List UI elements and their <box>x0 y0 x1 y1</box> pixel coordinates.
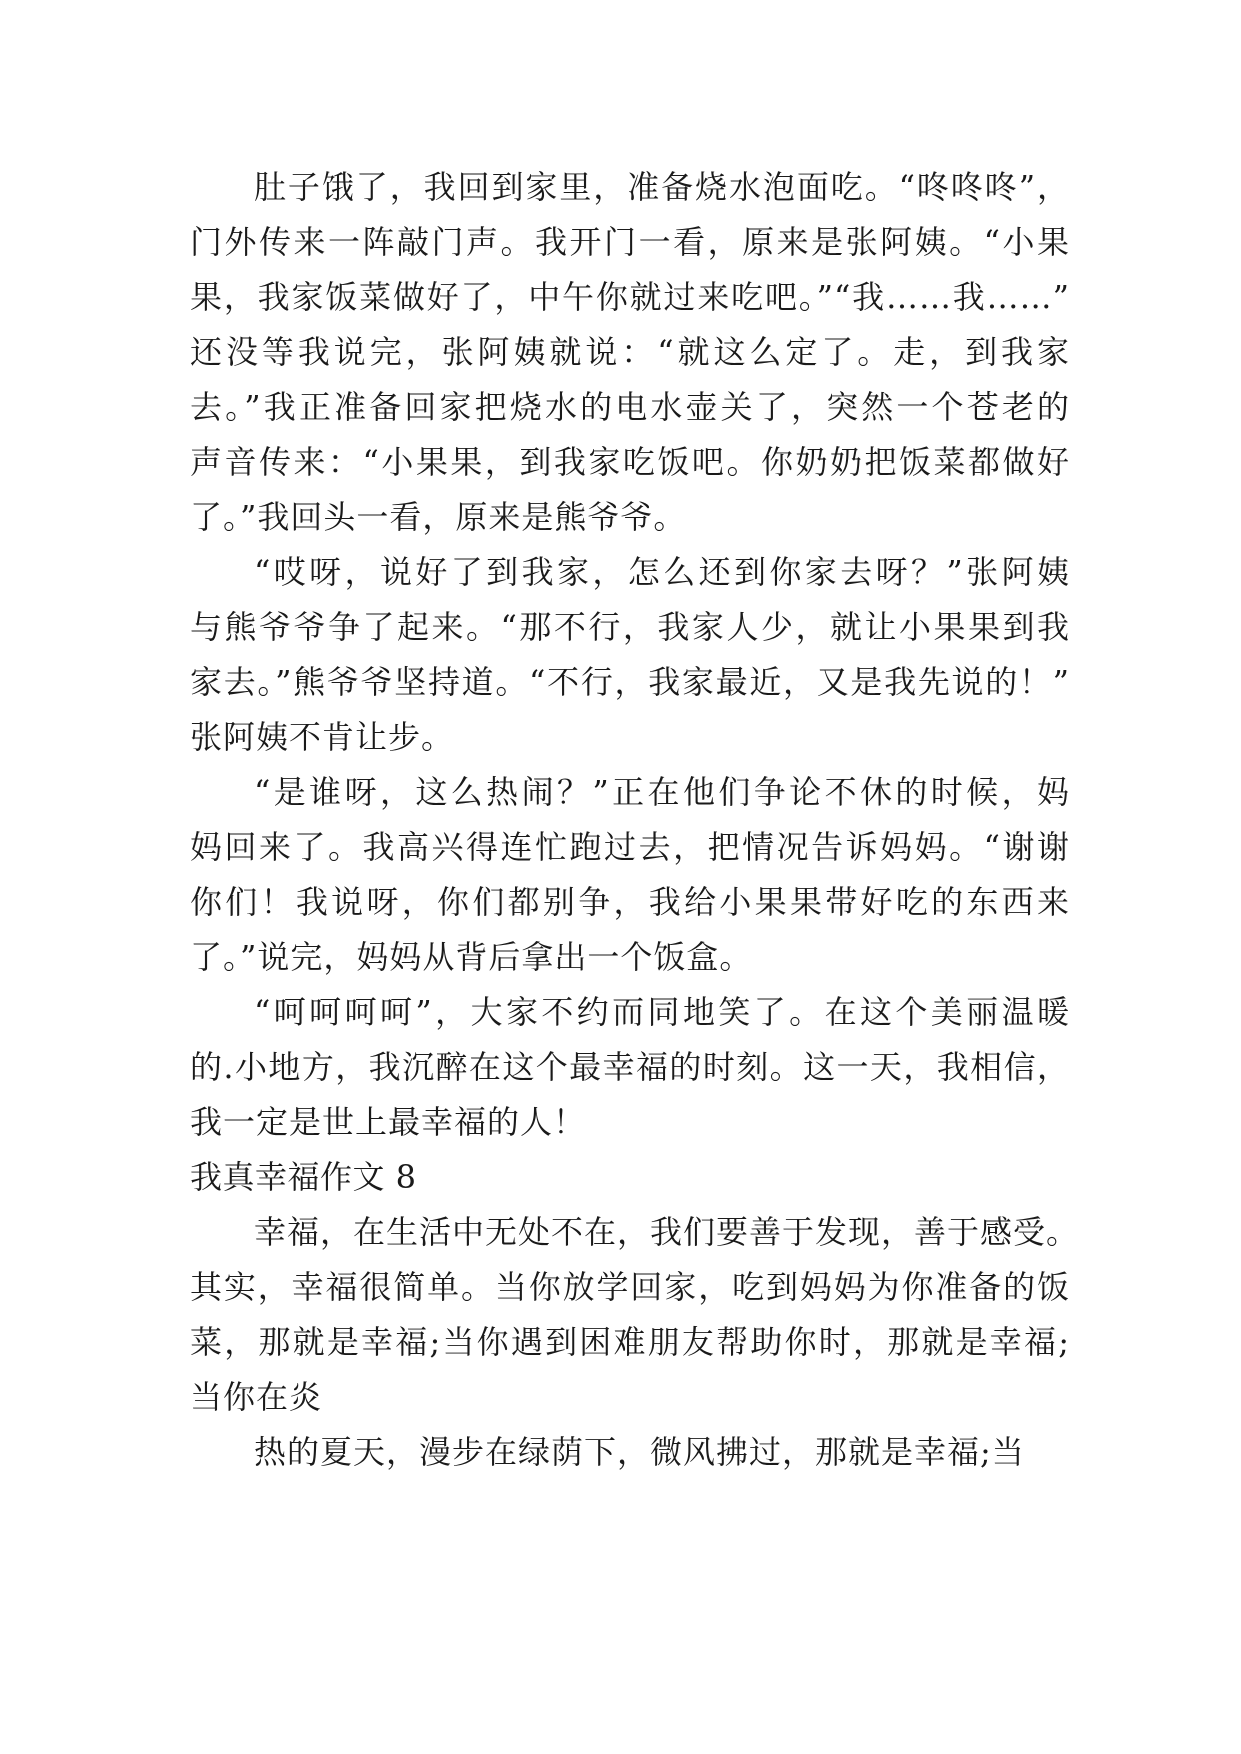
text-line: 去。”我正准备回家把烧水的电水壶关了，突然一个苍老的 <box>190 388 1070 426</box>
text-line: 幸福，在生活中无处不在，我们要善于发现，善于感受。 <box>254 1213 1080 1251</box>
text-line: 家去。”熊爷爷坚持道。“不行，我家最近，又是我先说的！” <box>190 663 1070 701</box>
paragraph <box>190 1425 1070 1480</box>
article-body <box>190 160 1080 1480</box>
text-line: 肚子饿了，我回到家里，准备烧水泡面吃。“咚咚咚”， <box>254 168 1070 206</box>
text-line: 声音传来：“小果果，到我家吃饭吧。你奶奶把饭菜都做好 <box>190 443 1070 481</box>
text-line: 当你在炎 <box>190 1378 323 1416</box>
text-line: 还没等我说完，张阿姨就说：“就这么定了。走，到我家 <box>190 333 1070 371</box>
heading-text: 我真幸福作文 8 <box>190 1158 417 1196</box>
text-line: 热的夏天，漫步在绿荫下，微风拂过，那就是幸福;当 <box>254 1433 1025 1471</box>
text-line: 的.小地方，我沉醉在这个最幸福的时刻。这一天，我相信， <box>190 1048 1070 1086</box>
text-line: 你们！我说呀，你们都别争，我给小果果带好吃的东西来 <box>190 883 1070 921</box>
text-line: “是谁呀，这么热闹？”正在他们争论不休的时候，妈 <box>254 773 1070 811</box>
paragraph <box>190 545 1070 765</box>
text-line: 我一定是世上最幸福的人！ <box>190 1103 587 1141</box>
text-line: 与熊爷爷争了起来。“那不行，我家人少，就让小果果到我 <box>190 608 1070 646</box>
text-line: 了。”我回头一看，原来是熊爷爷。 <box>190 498 687 536</box>
text-line: “哎呀，说好了到我家，怎么还到你家去呀？”张阿姨 <box>254 553 1070 591</box>
text-line: 菜，那就是幸福;当你遇到困难朋友帮助你时，那就是幸福; <box>190 1323 1070 1361</box>
paragraph <box>190 1205 1080 1425</box>
section-heading <box>190 1150 1070 1205</box>
text-line: “呵呵呵呵”，大家不约而同地笑了。在这个美丽温暖 <box>254 993 1070 1031</box>
text-line: 果，我家饭菜做好了，中午你就过来吃吧。”“我……我……” <box>190 278 1070 316</box>
paragraph <box>190 160 1070 545</box>
paragraph <box>190 765 1070 985</box>
text-line: 张阿姨不肯让步。 <box>190 718 455 756</box>
text-line: 妈回来了。我高兴得连忙跑过去，把情况告诉妈妈。“谢谢 <box>190 828 1070 866</box>
text-line: 其实，幸福很简单。当你放学回家，吃到妈妈为你准备的饭 <box>190 1268 1070 1306</box>
text-line: 门外传来一阵敲门声。我开门一看，原来是张阿姨。“小果 <box>190 223 1070 261</box>
text-line: 了。”说完，妈妈从背后拿出一个饭盒。 <box>190 938 753 976</box>
paragraph <box>190 985 1070 1150</box>
